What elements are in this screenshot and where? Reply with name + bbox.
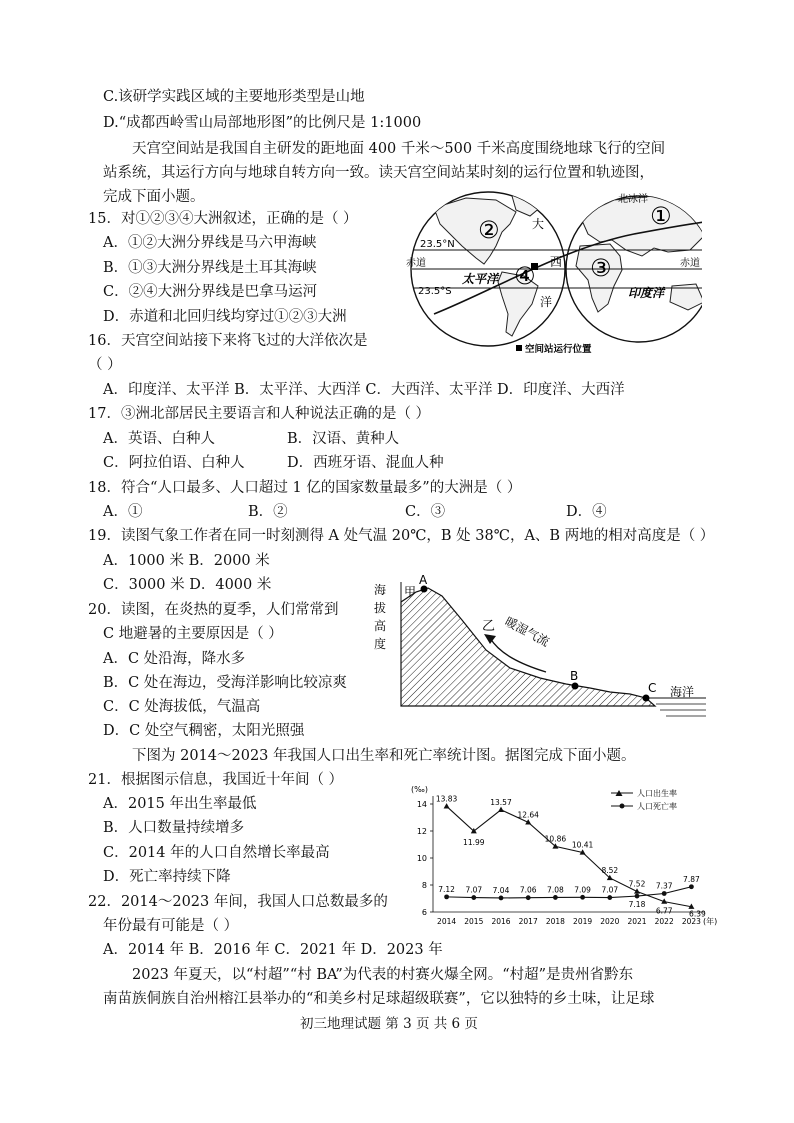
q19-options-cd: C．3000 米 D．4000 米 xyxy=(103,577,272,593)
chart-x-tick-label: 2023 xyxy=(681,917,701,926)
death-rate-value-label: 7.06 xyxy=(519,885,537,895)
atlantic-da-label: 大 xyxy=(532,217,545,231)
chart-x-unit: (年) xyxy=(703,917,718,926)
death-rate-point xyxy=(444,894,449,899)
q22-stem-1: 22．2014～2023 年间，我国人口总数最多的 xyxy=(88,894,388,910)
indian-ocean-label: 印度洋 xyxy=(628,286,665,300)
death-rate-point xyxy=(553,895,558,900)
death-rate-point xyxy=(580,895,585,900)
q15-option-c: C．②④大洲分界线是巴拿马运河 xyxy=(103,284,318,300)
death-rate-point xyxy=(471,895,476,900)
death-rate-point xyxy=(635,894,640,899)
equator-left-label: 赤道 xyxy=(406,258,426,269)
point-b-label: B xyxy=(570,669,579,683)
chart-x-tick-label: 2020 xyxy=(600,917,620,926)
death-rate-point xyxy=(689,884,694,889)
q15-option-a: A．①②大洲分界线是马六甲海峡 xyxy=(103,235,317,251)
birth-rate-value-label: 13.83 xyxy=(435,794,458,804)
q18-option-c: C．③ xyxy=(405,504,446,520)
q20-option-c: C．C 处海拔低，气温高 xyxy=(103,699,261,715)
q17-option-d: D．西班牙语、混血人种 xyxy=(287,455,444,471)
ocean-label: 海洋 xyxy=(670,685,695,699)
pacific-label: 太平洋 xyxy=(462,272,499,286)
chart-x-tick-label: 2022 xyxy=(654,917,674,926)
continent-1-label: ① xyxy=(650,202,672,230)
chart-x-tick-label: 2014 xyxy=(437,917,457,926)
legend-label: 空间站运行位置 xyxy=(525,344,592,355)
q15-option-b: B．①③大洲分界线是土耳其海峡 xyxy=(103,260,317,276)
q22-options: A．2014 年 B．2016 年 C．2021 年 D．2023 年 xyxy=(103,942,443,958)
chart-y-unit: (‰) xyxy=(411,785,428,794)
arctic-label: 北冰洋 xyxy=(618,194,648,205)
q19-stem: 19．读图气象工作者在同一时刻测得 A 处气温 20℃，B 处 38℃，A、B 两地的相对高度是（ ） xyxy=(88,528,715,544)
death-rate-line xyxy=(447,887,692,898)
jia-label: 甲 xyxy=(404,585,417,599)
ylabel-char: 度 xyxy=(374,637,387,651)
q17-option-c: C．阿拉伯语、白种人 xyxy=(103,455,245,471)
death-rate-value-label: 7.12 xyxy=(438,884,455,894)
q18-option-a: A．① xyxy=(103,504,143,520)
terrain-profile-figure xyxy=(370,574,706,734)
q18-option-d: D．④ xyxy=(566,504,607,520)
death-rate-value-label: 7.07 xyxy=(601,885,619,895)
chart-y-tick-label: 12 xyxy=(416,827,427,836)
ylabel-char: 高 xyxy=(374,619,387,633)
q20-option-d: D．C 处空气稠密，太阳光照强 xyxy=(103,723,305,739)
q20-option-b: B．C 处在海边，受海洋影响比较凉爽 xyxy=(103,675,347,691)
page-footer: 初三地理试题 第 3 页 共 6 页 xyxy=(300,1016,478,1032)
chart-x-tick-label: 2021 xyxy=(627,917,647,926)
atlantic-xi-label: 西 xyxy=(550,255,563,269)
ylabel-char: 拔 xyxy=(374,601,387,615)
q18-stem: 18．符合“人口最多、人口超过 1 亿的国家数量最多”的大洲是（ ） xyxy=(88,480,522,496)
death-rate-value-label: 7.87 xyxy=(683,874,700,884)
atlantic-yang-label: 洋 xyxy=(540,295,553,309)
q20-stem-1: 20．读图，在炎热的夏季，人们常常到 xyxy=(88,602,339,618)
death-rate-value-label: 7.04 xyxy=(492,885,510,895)
intro-cunchao-2: 南苗族侗族自治州榕江县举办的“和美乡村足球超级联赛”，它以独特的乡土味，让足球 xyxy=(103,991,655,1007)
point-c-label: C xyxy=(648,681,657,695)
continent-4-label: ④ xyxy=(514,262,536,290)
q15-stem: 15．对①②③④大洲叙述，正确的是（ ） xyxy=(88,211,358,227)
q17-stem: 17．③洲北部居民主要语言和人种说法正确的是（ ） xyxy=(88,406,431,422)
birth-rate-value-label: 10.41 xyxy=(571,840,594,850)
birth-rate-point xyxy=(498,807,504,812)
continent-3-label: ③ xyxy=(590,254,612,282)
q16-blank: （ ） xyxy=(88,357,122,373)
intro-tiangong-1: 天宫空间站是我国自主研发的距地面 400 千米～500 千米高度围绕地球飞行的空间 xyxy=(132,141,666,157)
q16-stem: 16．天宫空间站接下来将飞过的大洋依次是 xyxy=(88,333,368,349)
death-rate-value-label: 7.08 xyxy=(547,885,564,895)
chart-x-tick-label: 2015 xyxy=(464,917,484,926)
q21-option-a: A．2015 年出生率最低 xyxy=(103,796,257,812)
chart-y-tick-label: 14 xyxy=(416,800,427,809)
q22-stem-2: 年份最有可能是（ ） xyxy=(103,918,239,934)
airflow-arrowhead xyxy=(484,634,496,644)
death-rate-value-label: 7.18 xyxy=(628,900,646,910)
legend-marker xyxy=(516,345,522,351)
q17-option-a: A．英语、白种人 xyxy=(103,431,215,447)
world-map-figure xyxy=(404,186,702,356)
q17-option-b: B．汉语、黄种人 xyxy=(287,431,400,447)
legend-death-label: 人口死亡率 xyxy=(637,802,677,811)
yi-label: 乙 xyxy=(482,619,496,634)
death-rate-value-label: 7.09 xyxy=(574,885,591,895)
chart-x-tick-label: 2017 xyxy=(518,917,538,926)
chart-y-tick-label: 10 xyxy=(416,854,427,863)
legend-birth-label: 人口出生率 xyxy=(637,789,677,798)
point-c-marker xyxy=(643,695,650,702)
q21-option-d: D．死亡率持续下降 xyxy=(103,869,231,885)
q18-option-b: B．② xyxy=(248,504,288,520)
q21-stem: 21．根据图示信息，我国近十年间（ ） xyxy=(88,772,344,788)
q16-options: A．印度洋、太平洋 B．太平洋、大西洋 C．大西洋、太平洋 D．印度洋、大西洋 xyxy=(103,382,625,398)
chart-x-tick-label: 2016 xyxy=(491,917,511,926)
birth-rate-value-label: 6.77 xyxy=(655,906,673,916)
q21-option-b: B．人口数量持续增多 xyxy=(103,820,245,836)
death-rate-value-label: 7.07 xyxy=(465,885,483,895)
population-rate-chart xyxy=(407,782,719,930)
ylabel-char: 海 xyxy=(374,583,387,597)
chart-y-tick-label: 8 xyxy=(421,881,427,890)
intro-cunchao-1: 2023 年夏天，以“村超”“村 BA”为代表的村赛火爆全网。“村超”是贵州省黔东 xyxy=(132,967,634,983)
airflow-label: 暖湿气流 xyxy=(502,614,552,650)
q20-stem-2: C 地避暑的主要原因是（ ） xyxy=(103,626,283,642)
birth-rate-value-label: 7.52 xyxy=(628,879,646,889)
death-rate-point xyxy=(526,895,531,900)
point-b-marker xyxy=(572,683,579,690)
death-rate-point xyxy=(499,896,504,901)
sea-waves xyxy=(656,704,706,716)
mountain-profile xyxy=(401,588,655,706)
intro-tiangong-3: 完成下面小题。 xyxy=(103,189,205,205)
intro-tiangong-2: 站系统，其运行方向与地球自转方向一致。读天宫空间站某时刻的运行位置和轨迹图， xyxy=(103,165,654,181)
q15-option-d: D．赤道和北回归线均穿过①②③大洲 xyxy=(103,309,347,325)
legend-death-marker xyxy=(620,804,625,809)
chart-x-tick-label: 2018 xyxy=(545,917,565,926)
chart-y-tick-label: 6 xyxy=(421,908,427,917)
death-rate-value-label: 7.37 xyxy=(655,881,673,891)
birth-rate-value-label: 10.86 xyxy=(544,834,567,844)
birth-rate-value-label: 11.99 xyxy=(463,838,485,848)
q20-option-a: A．C 处沿海，降水多 xyxy=(103,651,246,667)
intro-population: 下图为 2014～2023 年我国人口出生率和死亡率统计图。据图完成下面小题。 xyxy=(132,748,636,764)
chart-x-tick-label: 2019 xyxy=(573,917,593,926)
q21-option-c: C．2014 年的人口自然增长率最高 xyxy=(103,845,330,861)
birth-rate-value-label: 8.52 xyxy=(601,865,619,875)
death-rate-point xyxy=(607,895,612,900)
birth-rate-value-label: 12.64 xyxy=(517,810,539,820)
birth-rate-value-label: 6.39 xyxy=(689,909,706,919)
point-a-label: A xyxy=(419,574,428,587)
birth-rate-value-label: 13.57 xyxy=(490,797,512,807)
equator-right-label: 赤道 xyxy=(680,258,700,269)
q19-options-ab: A．1000 米 B．2000 米 xyxy=(103,553,270,569)
continent-2-label: ② xyxy=(478,216,500,244)
option-c: C.该研学实践区域的主要地形类型是山地 xyxy=(103,89,365,105)
birth-rate-point xyxy=(444,803,450,808)
tropic-s-label: 23.5°S xyxy=(418,286,452,297)
option-d: D.“成都西岭雪山局部地形图”的比例尺是 1:1000 xyxy=(103,115,422,131)
death-rate-point xyxy=(662,891,667,896)
birth-rate-line xyxy=(447,806,692,906)
tropic-n-label: 23.5°N xyxy=(420,239,455,250)
